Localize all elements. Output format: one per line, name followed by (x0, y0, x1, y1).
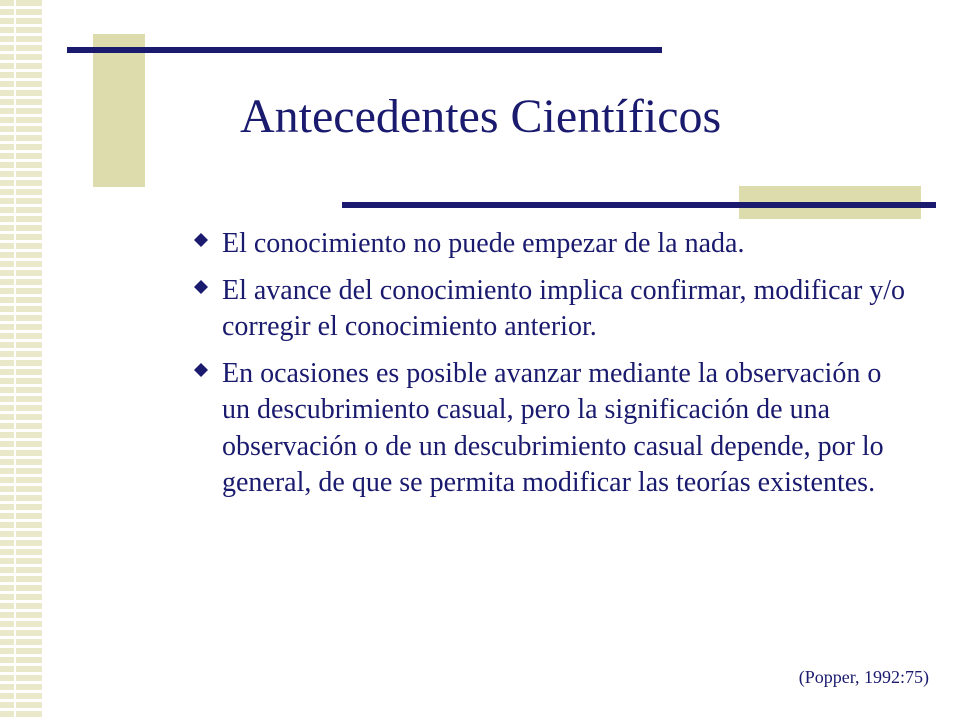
bullet-text: El conocimiento no puede empezar de la nada. (222, 228, 745, 259)
left-striped-border (0, 0, 42, 720)
bullet-text: En ocasiones es posible avanzar mediante la observación o un descubrimiento casual, pero la significación de una observación o de un descubrimiento casual depende, por lo general, de que se permita modificar las teorías existentes. (222, 357, 884, 498)
bullet-text: El avance del conocimiento implica confirmar, modificar y/o corregir el conocimiento anterior. (222, 274, 906, 342)
title-top-rule (67, 47, 662, 53)
diamond-bullet-icon (194, 233, 208, 247)
slide-title: Antecedentes Científicos (240, 90, 722, 143)
citation: (Popper, 1992:75) (798, 667, 929, 687)
bullet-item (188, 226, 908, 263)
bullet-item (188, 356, 908, 502)
title-bottom-rule (342, 202, 936, 208)
bullet-item (188, 273, 908, 346)
decorative-tan-block-top (93, 34, 145, 187)
diamond-bullet-icon (194, 280, 208, 294)
diamond-bullet-icon (194, 363, 208, 377)
bullet-list (188, 226, 908, 512)
